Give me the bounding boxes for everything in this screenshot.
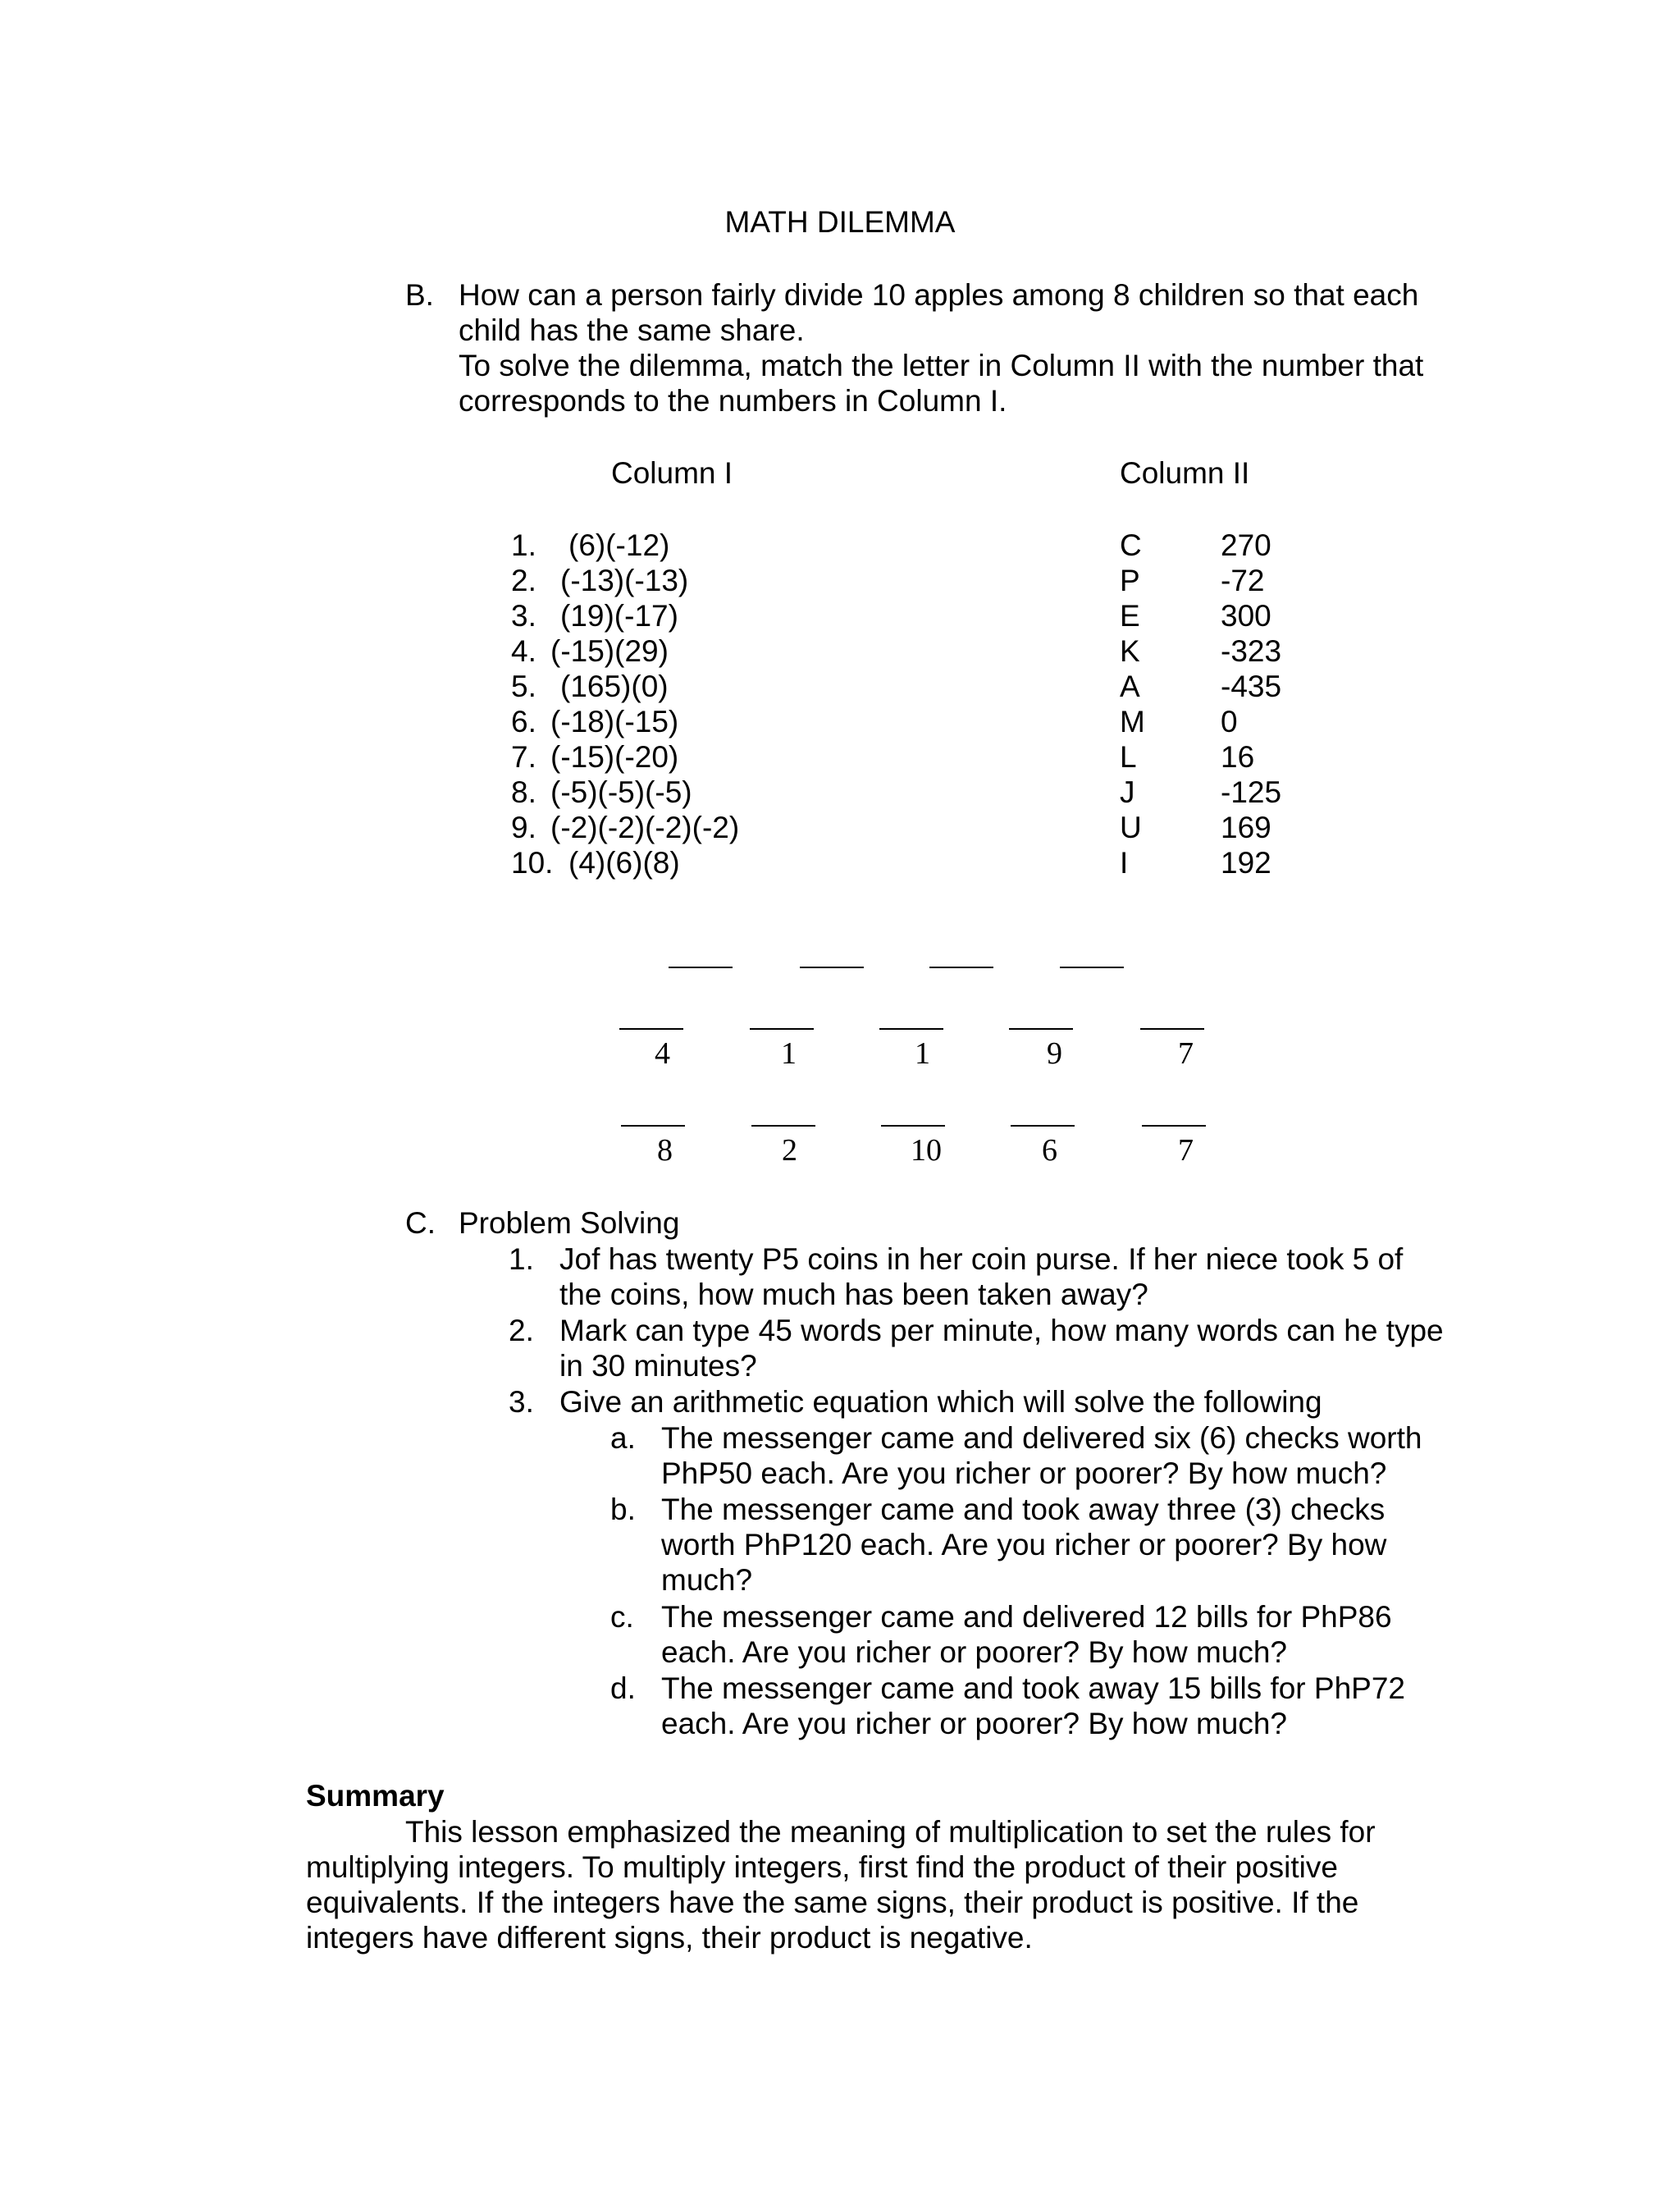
- column-2-value: -125: [1221, 775, 1282, 809]
- column-2-letter: I: [1120, 846, 1129, 880]
- answer-blank[interactable]: [1140, 1028, 1204, 1030]
- column-2-letter: P: [1120, 564, 1140, 597]
- subproblem-letter: a.: [610, 1421, 636, 1455]
- column-1-expression: (165)(0): [560, 670, 669, 703]
- problem-text: Mark can type 45 words per minute, how many words can he type: [559, 1314, 1444, 1347]
- column-1-number: 4.: [511, 634, 536, 668]
- column-2-value: -72: [1221, 564, 1265, 597]
- column-2-letter: L: [1120, 740, 1137, 774]
- column-2-letter: C: [1120, 528, 1142, 562]
- answer-blank[interactable]: [1060, 967, 1124, 968]
- answer-key-number: 1: [781, 1036, 797, 1071]
- problem-number: 3.: [509, 1385, 534, 1419]
- answer-key-number: 6: [1042, 1133, 1057, 1168]
- answer-blank[interactable]: [619, 1028, 683, 1030]
- problem-text: the coins, how much has been taken away?: [559, 1278, 1148, 1311]
- summary-line: multiplying integers. To multiply integers, first find the product of their positive: [306, 1850, 1338, 1884]
- column-1-number: 10.: [511, 846, 554, 880]
- column-1-number: 2.: [511, 564, 536, 597]
- column-2-letter: A: [1120, 670, 1140, 703]
- column-2-letter: K: [1120, 634, 1140, 668]
- problem-text: Give an arithmetic equation which will solve the following: [559, 1385, 1322, 1419]
- subproblem-text: The messenger came and took away 15 bills for PhP72: [661, 1671, 1405, 1705]
- section-b-line-2: child has the same share.: [459, 313, 805, 347]
- problem-text: Jof has twenty P5 coins in her coin purse. If her niece took 5 of: [559, 1242, 1404, 1276]
- section-c-heading: Problem Solving: [459, 1206, 680, 1240]
- column-1-number: 9.: [511, 811, 536, 844]
- column-1-number: 3.: [511, 599, 536, 633]
- column-2-value: 270: [1221, 528, 1271, 562]
- answer-blank[interactable]: [669, 967, 733, 968]
- column-2-value: 169: [1221, 811, 1271, 844]
- problem-number: 2.: [509, 1314, 534, 1347]
- column-2-letter: E: [1120, 599, 1140, 633]
- answer-blank[interactable]: [751, 1125, 815, 1127]
- answer-key-number: 9: [1047, 1036, 1062, 1071]
- answer-key-number: 4: [655, 1036, 670, 1071]
- column-1-number: 6.: [511, 705, 536, 738]
- answer-blank[interactable]: [800, 967, 864, 968]
- answer-blank[interactable]: [621, 1125, 685, 1127]
- answer-blank[interactable]: [881, 1125, 945, 1127]
- summary-line: equivalents. If the integers have the same signs, their product is positive. If the: [306, 1886, 1359, 1919]
- problem-text: in 30 minutes?: [559, 1349, 757, 1383]
- section-b-line-4: corresponds to the numbers in Column I.: [459, 384, 1007, 418]
- subproblem-text: PhP50 each. Are you richer or poorer? By how much?: [661, 1456, 1387, 1490]
- column-2-value: -323: [1221, 634, 1282, 668]
- subproblem-text: much?: [661, 1563, 753, 1597]
- section-b-line-3: To solve the dilemma, match the letter in Column II with the number that: [459, 349, 1424, 382]
- subproblem-text: The messenger came and delivered six (6) checks worth: [661, 1421, 1422, 1455]
- subproblem-text: The messenger came and delivered 12 bills for PhP86: [661, 1600, 1392, 1634]
- column-1-number: 7.: [511, 740, 536, 774]
- section-b-line-1: How can a person fairly divide 10 apples among 8 children so that each: [459, 278, 1419, 312]
- answer-blank[interactable]: [879, 1028, 943, 1030]
- section-b-label: B.: [405, 278, 434, 312]
- answer-key-number: 2: [782, 1133, 797, 1168]
- column-1-number: 5.: [511, 670, 536, 703]
- subproblem-letter: d.: [610, 1671, 636, 1705]
- column-1-number: 8.: [511, 775, 536, 809]
- column-1-expression: (6)(-12): [568, 528, 670, 562]
- column-1-expression: (-18)(-15): [550, 705, 679, 738]
- answer-blank[interactable]: [929, 967, 993, 968]
- column-1-expression: (-5)(-5)(-5): [550, 775, 692, 809]
- column-1-expression: (-15)(-20): [550, 740, 679, 774]
- answer-blank[interactable]: [1142, 1125, 1206, 1127]
- page-title: MATH DILEMMA: [724, 205, 956, 239]
- column-1-expression: (-2)(-2)(-2)(-2): [550, 811, 740, 844]
- column-2-value: 0: [1221, 705, 1238, 738]
- summary-heading: Summary: [306, 1779, 445, 1813]
- subproblem-text: each. Are you richer or poorer? By how much?: [661, 1635, 1287, 1669]
- column-2-letter: M: [1120, 705, 1145, 738]
- answer-key-number: 1: [915, 1036, 930, 1071]
- column-2-header: Column II: [1120, 456, 1250, 490]
- subproblem-letter: c.: [610, 1600, 634, 1634]
- column-2-value: -435: [1221, 670, 1282, 703]
- answer-blank[interactable]: [1011, 1125, 1075, 1127]
- column-2-value: 192: [1221, 846, 1271, 880]
- column-1-number: 1.: [511, 528, 536, 562]
- column-2-value: 300: [1221, 599, 1271, 633]
- column-1-header: Column I: [611, 456, 733, 490]
- subproblem-text: The messenger came and took away three (3) checks: [661, 1493, 1386, 1526]
- subproblem-text: each. Are you richer or poorer? By how much?: [661, 1707, 1287, 1740]
- column-2-letter: J: [1120, 775, 1135, 809]
- column-2-letter: U: [1120, 811, 1142, 844]
- section-c-label: C.: [405, 1206, 436, 1240]
- answer-blank[interactable]: [750, 1028, 814, 1030]
- answer-key-number: 8: [657, 1133, 673, 1168]
- subproblem-letter: b.: [610, 1493, 636, 1526]
- column-1-expression: (-15)(29): [550, 634, 669, 668]
- answer-key-number: 7: [1178, 1036, 1194, 1071]
- answer-key-number: 7: [1178, 1133, 1194, 1168]
- column-1-expression: (4)(6)(8): [568, 846, 680, 880]
- answer-key-number: 10: [911, 1133, 942, 1168]
- answer-blank[interactable]: [1009, 1028, 1073, 1030]
- summary-line: integers have different signs, their product is negative.: [306, 1921, 1033, 1955]
- summary-line: This lesson emphasized the meaning of multiplication to set the rules for: [405, 1815, 1376, 1849]
- column-2-value: 16: [1221, 740, 1255, 774]
- problem-number: 1.: [509, 1242, 534, 1276]
- column-1-expression: (19)(-17): [560, 599, 678, 633]
- column-1-expression: (-13)(-13): [560, 564, 689, 597]
- subproblem-text: worth PhP120 each. Are you richer or poorer? By how: [661, 1528, 1387, 1561]
